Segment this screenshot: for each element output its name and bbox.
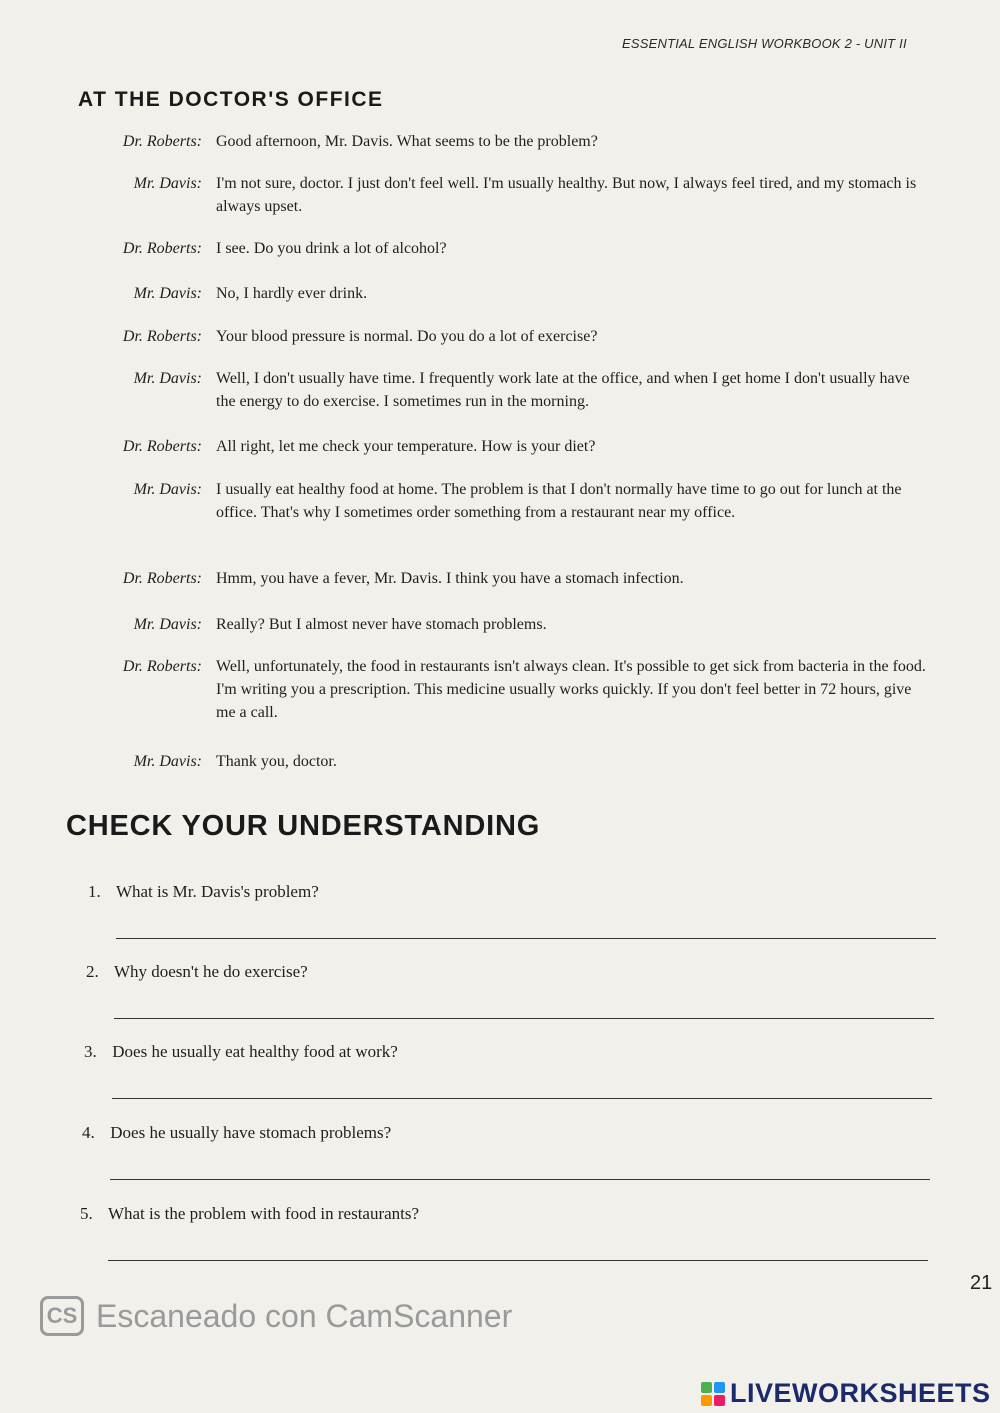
question-number: 3. bbox=[84, 1042, 97, 1061]
question-text: What is Mr. Davis's problem? bbox=[115, 882, 319, 901]
dialogue-title: AT THE DOCTOR'S OFFICE bbox=[78, 88, 384, 111]
question-number: 5. bbox=[80, 1204, 93, 1223]
dialogue-text: Hmm, you have a fever, Mr. Davis. I think you have a stomach infection. bbox=[216, 570, 684, 587]
speaker-name: Dr. Roberts: bbox=[122, 133, 202, 150]
dialogue-line bbox=[90, 172, 930, 218]
camscanner-watermark bbox=[40, 1296, 512, 1336]
question-item bbox=[86, 960, 946, 1019]
liveworksheets-brand[interactable] bbox=[700, 1378, 991, 1409]
answer-field[interactable] bbox=[114, 998, 934, 1019]
dialogue-line bbox=[90, 130, 930, 153]
question-text: Does he usually eat healthy food at work? bbox=[112, 1042, 398, 1061]
scanner-text: Escaneado con CamScanner bbox=[96, 1297, 513, 1334]
dialogue-line bbox=[90, 567, 930, 590]
speaker-name: Mr. Davis: bbox=[133, 175, 202, 192]
dialogue-line bbox=[90, 613, 930, 636]
question-item bbox=[88, 880, 948, 939]
dialogue-text: I see. Do you drink a lot of alcohol? bbox=[216, 240, 447, 257]
question-text: What is the problem with food in restaurants? bbox=[107, 1204, 420, 1223]
dialogue-text: Thank you, doctor. bbox=[216, 753, 337, 770]
speaker-name: Mr. Davis: bbox=[133, 285, 202, 302]
dialogue-line bbox=[90, 478, 930, 524]
dialogue-text: No, I hardly ever drink. bbox=[216, 285, 368, 302]
speaker-name: Dr. Roberts: bbox=[122, 438, 202, 455]
dialogue-text: Really? But I almost never have stomach problems. bbox=[216, 616, 547, 633]
dialogue-text: I'm not sure, doctor. I just don't feel well. I'm usually healthy. But now, I always feel tired, and my stomach is always upset. bbox=[216, 175, 917, 215]
page-number: 21 bbox=[970, 1272, 993, 1294]
dialogue-line bbox=[90, 435, 930, 458]
speaker-name: Dr. Roberts: bbox=[122, 328, 202, 345]
answer-field[interactable] bbox=[110, 1159, 930, 1180]
liveworksheets-logo-icon bbox=[700, 1381, 726, 1407]
speaker-name: Dr. Roberts: bbox=[122, 240, 202, 257]
question-item bbox=[80, 1202, 940, 1261]
workbook-header: ESSENTIAL ENGLISH WORKBOOK 2 - UNIT II bbox=[622, 36, 907, 51]
dialogue-line bbox=[90, 750, 930, 773]
dialogue-line bbox=[90, 282, 930, 305]
question-number: 2. bbox=[86, 962, 99, 981]
answer-field[interactable] bbox=[108, 1240, 928, 1261]
camscanner-icon: CS bbox=[40, 1296, 84, 1336]
check-understanding-title: CHECK YOUR UNDERSTANDING bbox=[66, 810, 541, 842]
dialogue-text: Well, I don't usually have time. I frequently work late at the office, and when I get home I don't usually have the energy to do exercise. I sometimes run in the morning. bbox=[216, 370, 910, 410]
question-text: Does he usually have stomach problems? bbox=[110, 1123, 392, 1142]
dialogue-line bbox=[90, 325, 930, 348]
dialogue-text: Well, unfortunately, the food in restaurants isn't always clean. It's possible to get sick from bacteria in the food. I'm writing you a prescription. This medicine usually works quickly. If you don't feel better in 72 hours, give me a call. bbox=[216, 658, 926, 721]
dialogue-text: Good afternoon, Mr. Davis. What seems to be the problem? bbox=[216, 133, 598, 150]
question-item bbox=[84, 1040, 944, 1099]
speaker-name: Dr. Roberts: bbox=[122, 570, 202, 587]
question-number: 1. bbox=[88, 882, 101, 901]
speaker-name: Mr. Davis: bbox=[133, 370, 202, 387]
brand-text: LIVEWORKSHEETS bbox=[730, 1378, 991, 1408]
dialogue-text: I usually eat healthy food at home. The problem is that I don't normally have time to go out for lunch at the office. That's why I sometimes order something from a restaurant near my office. bbox=[216, 481, 902, 521]
dialogue-line bbox=[90, 655, 930, 724]
speaker-name: Mr. Davis: bbox=[133, 616, 202, 633]
question-text: Why doesn't he do exercise? bbox=[113, 962, 308, 981]
dialogue-text: Your blood pressure is normal. Do you do a lot of exercise? bbox=[216, 328, 598, 345]
answer-field[interactable] bbox=[112, 1078, 932, 1099]
dialogue-line bbox=[90, 237, 930, 260]
question-item bbox=[82, 1121, 942, 1180]
answer-field[interactable] bbox=[116, 918, 936, 939]
speaker-name: Mr. Davis: bbox=[133, 481, 202, 498]
speaker-name: Dr. Roberts: bbox=[122, 658, 202, 675]
dialogue-text: All right, let me check your temperature. How is your diet? bbox=[216, 438, 596, 455]
dialogue-line bbox=[90, 367, 930, 413]
speaker-name: Mr. Davis: bbox=[133, 753, 202, 770]
question-number: 4. bbox=[82, 1123, 95, 1142]
